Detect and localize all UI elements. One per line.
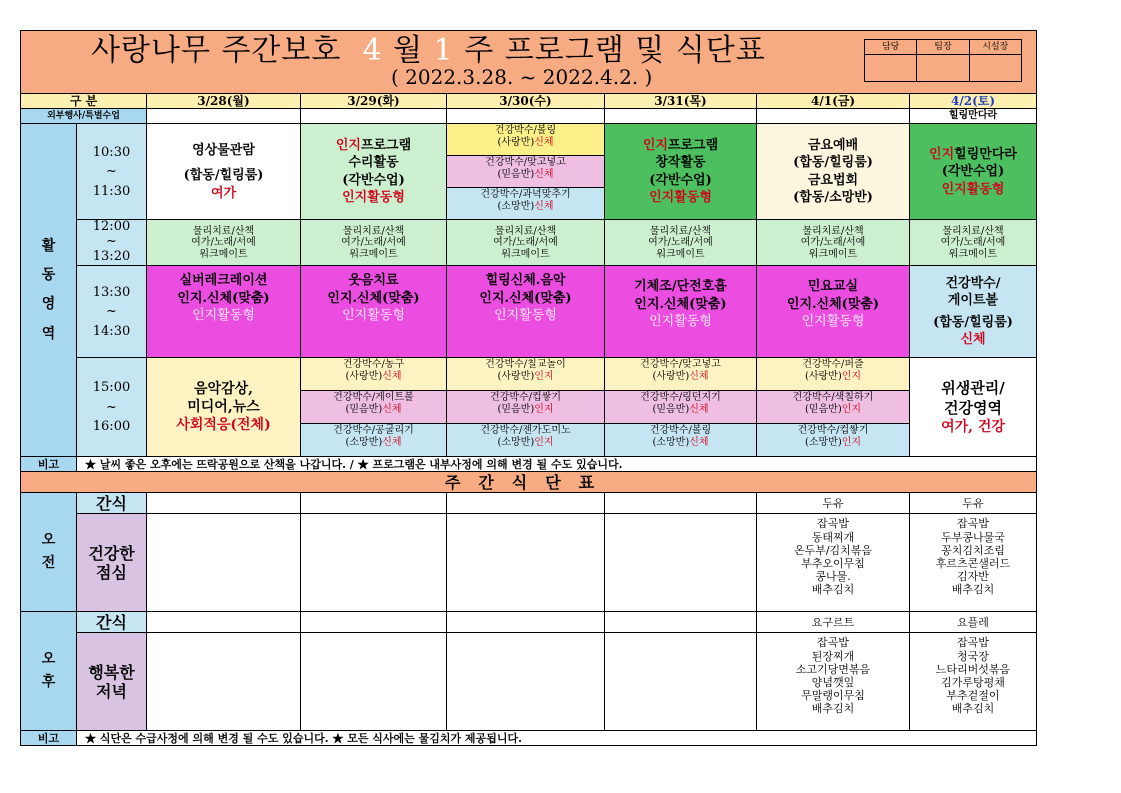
sign-slot[interactable] xyxy=(969,55,1021,82)
fri-am-snack: 두유 xyxy=(757,493,910,514)
program-thu-3: 기체조/단전호흡 인지.신체(맞춤) 인지활동형 xyxy=(605,266,757,358)
program-tue-1: 인지프로그램 수리활동 (각반수업) 인지활동형 xyxy=(301,124,447,220)
program-thu-2: 물리치료/산책 여가/노래/서예 워크메이트 xyxy=(605,220,757,266)
day-header: 3/31(목) xyxy=(605,94,757,109)
day-header-saturday: 4/2(토) xyxy=(910,94,1037,109)
menu-title: 주간식단표 xyxy=(21,472,1037,493)
program-tue-3: 웃음치료 인지.신체(맞춤) 인지활동형 xyxy=(301,266,447,358)
day-header: 3/30(수) xyxy=(447,94,605,109)
time-slot-2: 12:00 ~ 13:20 xyxy=(77,220,147,266)
program-tue-2: 물리치료/산책 여가/노래/서예 워크메이트 xyxy=(301,220,447,266)
program-wed-2: 물리치료/산책 여가/노래/서예 워크메이트 xyxy=(447,220,605,266)
program-wed-1: 건강박수/볼링 (사랑반)신체 건강박수/맞고넣고 (믿음반)신체 건강박수/과녁맞추기 (소망반)신체 xyxy=(447,124,605,220)
program-sat-3: 건강박수/ 게이트볼 (합동/힐링룸) 신체 xyxy=(910,266,1037,358)
weekly-schedule-sheet xyxy=(20,30,1036,746)
fri-lunch-menu: 잡곡밥 동태찌개 온두부/김치볶음 부추오이무침 콩나물. 배추김치 xyxy=(757,514,910,612)
time-slot-3: 13:30 ~ 14:30 xyxy=(77,266,147,358)
program-fri-2: 물리치료/산책 여가/노래/서예 워크메이트 xyxy=(757,220,910,266)
program-thu-4: 건강박수/맞고넣고 (사랑반)신체 건강박수/링던지기 (믿음반)신체 건강박수/볼링 (소망반)신체 xyxy=(605,358,757,457)
special-label: 외부행사/특별수업 xyxy=(21,109,147,124)
week-number: 1 xyxy=(433,33,454,68)
approval-box xyxy=(864,39,1022,82)
title-bar xyxy=(21,31,1037,94)
program-mon-1: 영상물관람 (합동/힐링룸) 여가 xyxy=(147,124,301,220)
day-header: 3/29(화) xyxy=(301,94,447,109)
menu-note-label: 비고 xyxy=(21,731,77,746)
time-slot-1: 10:30 ~ 11:30 xyxy=(77,124,147,220)
sign-slot[interactable] xyxy=(865,55,917,82)
program-wed-4: 건강박수/칠교놀이 (사랑반)인지 건강박수/컵쌓기 (믿음반)인지 건강박수/젠가도미노 (소망반)인지 xyxy=(447,358,605,457)
lunch-label: 건강한 점심 xyxy=(77,514,147,612)
program-fri-3: 민요교실 인지.신체(맞춤) 인지활동형 xyxy=(757,266,910,358)
program-sat-2: 물리치료/산책 여가/노래/서예 워크메이트 xyxy=(910,220,1037,266)
page-title: 사랑나무 주간보호 4 월 1 주 프로그램 및 식단표 xyxy=(91,33,766,68)
sat-pm-snack: 요플레 xyxy=(910,612,1037,633)
sat-am-snack: 두유 xyxy=(910,493,1037,514)
schedule-table xyxy=(20,30,1037,746)
period-text: ( 2022.3.28. ~ 2022.4.2. ) xyxy=(391,65,653,89)
note-label: 비고 xyxy=(21,457,77,472)
menu-note: ★ 식단은 수급사정에 의해 변경 될 수도 있습니다. ★ 모든 식사에는 물김치가 제공됩니다. xyxy=(77,731,1037,746)
program-sat-4: 위생관리/ 건강영역 여가, 건강 xyxy=(910,358,1037,457)
category-header: 구 분 xyxy=(21,94,147,109)
fri-dinner-menu: 잡곡밥 된장찌개 소고기당면볶음 양념깻잎 무말랭이무침 배추김치 xyxy=(757,633,910,731)
program-sat-1: 인지힐링만다라 (각반수업) 인지활동형 xyxy=(910,124,1037,220)
activity-section-label: 활 동 영 역 xyxy=(21,124,77,457)
sat-lunch-menu: 잡곡밥 두부콩나물국 꽁치김치조림 후르츠콘샐러드 김자반 배추김치 xyxy=(910,514,1037,612)
morning-label: 오 전 xyxy=(21,493,77,612)
program-wed-3: 힐링신체.음악 인지.신체(맞춤) 인지활동형 xyxy=(447,266,605,358)
program-mon-4: 음악감상, 미디어,뉴스 사회적응(전체) xyxy=(147,358,301,457)
approval-staff: 담당 xyxy=(865,40,917,55)
program-mon-2: 물리치료/산책 여가/노래/서예 워크메이트 xyxy=(147,220,301,266)
sat-dinner-menu: 잡곡밥 청국장 느타리버섯볶음 김가루탕평채 부추겉절이 배추김치 xyxy=(910,633,1037,731)
sign-slot[interactable] xyxy=(917,55,969,82)
time-slot-4: 15:00 ~ 16:00 xyxy=(77,358,147,457)
day-header: 3/28(월) xyxy=(147,94,301,109)
month-number: 4 xyxy=(362,33,383,68)
dinner-label: 행복한 저녁 xyxy=(77,633,147,731)
fri-pm-snack: 요구르트 xyxy=(757,612,910,633)
snack-label-pm: 간식 xyxy=(77,612,147,633)
day-header: 4/1(금) xyxy=(757,94,910,109)
program-thu-1: 인지프로그램 창작활동 (각반수업) 인지활동형 xyxy=(605,124,757,220)
program-mon-3: 실버레크레이션 인지.신체(맞춤) 인지활동형 xyxy=(147,266,301,358)
snack-label-am: 간식 xyxy=(77,493,147,514)
special-saturday: 힐링만다라 xyxy=(910,109,1037,124)
approval-team-lead: 팀장 xyxy=(917,40,969,55)
program-fri-1: 금요예배 (합동/힐링룸) 금요법회 (합동/소망반) xyxy=(757,124,910,220)
program-fri-4: 건강박수/퍼즐 (사랑반)인지 건강박수/색칠하기 (믿음반)인지 건강박수/컵쌓기 (소망반)인지 xyxy=(757,358,910,457)
program-tue-4: 건강박수/농구 (사랑반)신체 건강박수/게이트볼 (믿음반)신체 건강박수/공굴리기 (소망반)신체 xyxy=(301,358,447,457)
afternoon-label: 오 후 xyxy=(21,612,77,731)
program-note: ★ 날씨 좋은 오후에는 뜨락공원으로 산책을 나갑니다. / ★ 프로그램은 내부사정에 의해 변경 될 수도 있습니다. xyxy=(77,457,1037,472)
approval-director: 시설장 xyxy=(969,40,1021,55)
